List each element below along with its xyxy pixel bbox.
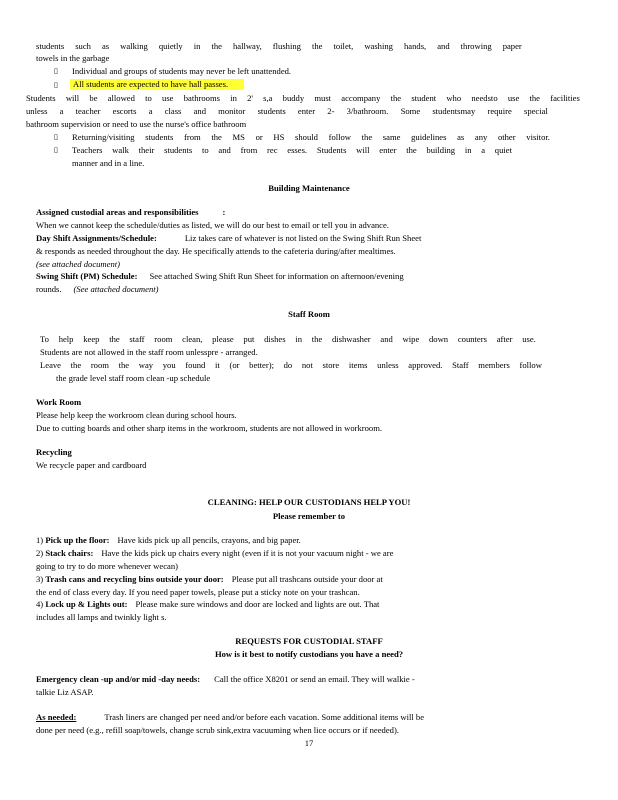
work-room-line-1: Please help keep the workroom clean during school hours. bbox=[36, 410, 237, 420]
word: the bbox=[211, 41, 222, 51]
word: use bbox=[507, 93, 520, 103]
word: students bbox=[36, 41, 65, 51]
word: enter bbox=[379, 145, 397, 155]
page-number: 17 bbox=[304, 738, 314, 748]
word: flushing bbox=[272, 41, 301, 51]
word: the bbox=[70, 360, 82, 370]
word: Teachers bbox=[72, 145, 103, 155]
word: unless bbox=[26, 106, 48, 116]
word: to bbox=[145, 93, 152, 103]
staff-room-line-1 bbox=[40, 334, 536, 345]
word: follow bbox=[328, 132, 352, 142]
word: use bbox=[162, 93, 174, 103]
word: class bbox=[164, 106, 182, 116]
day-shift-attached-note: (see attached document) bbox=[36, 259, 120, 269]
day-shift-line-2: & responds as needed throughout the day. He specifically attends to the cafeteria during/after mealtimes. bbox=[36, 246, 396, 256]
word: to bbox=[202, 145, 209, 155]
word: teacher bbox=[75, 106, 101, 116]
cleaning-item-4: 4) Lock up & Lights out: Please make sure windows and door are locked and lights are out. That bbox=[36, 599, 380, 609]
word: To bbox=[40, 334, 49, 344]
intro-line-2: towels in the garbage bbox=[36, 53, 110, 63]
word: special bbox=[523, 106, 548, 116]
word: store bbox=[322, 360, 340, 370]
bullet-icon: ▯ bbox=[54, 81, 58, 89]
word: counters bbox=[457, 334, 487, 344]
word: room bbox=[154, 334, 173, 344]
word: students bbox=[257, 106, 286, 116]
word: other bbox=[497, 132, 516, 142]
word: follow bbox=[519, 360, 542, 370]
cleaning-item-2: 2) Stack chairs: Have the kids pick up chairs every night (even if it is not your vacuum night - we are bbox=[36, 548, 394, 558]
word: quietly bbox=[158, 41, 183, 51]
requests-heading: REQUESTS FOR CUSTODIAL STAFF bbox=[235, 636, 383, 646]
word: Returning/visiting bbox=[72, 132, 135, 142]
emergency-line-2: talkie Liz ASAP. bbox=[36, 687, 94, 697]
word: approved. bbox=[408, 360, 443, 370]
word: Staff bbox=[452, 360, 469, 370]
word: Some bbox=[400, 106, 421, 116]
word: will bbox=[65, 93, 80, 103]
word: and bbox=[218, 145, 231, 155]
bullet-unattended: Individual and groups of students may never be left unattended. bbox=[72, 66, 292, 76]
recycling-heading: Recycling bbox=[36, 447, 72, 457]
word: rec bbox=[267, 145, 278, 155]
word: a bbox=[59, 106, 64, 116]
word: and bbox=[437, 41, 450, 51]
word: do bbox=[283, 360, 293, 370]
bullet-icon: ▯ bbox=[54, 67, 58, 75]
word: quiet bbox=[494, 145, 512, 155]
bullet-teachers-walk bbox=[72, 145, 512, 156]
intro-line-3 bbox=[26, 93, 580, 104]
word: esses. bbox=[287, 145, 308, 155]
word: bathrooms bbox=[183, 93, 220, 103]
word: studentsmay bbox=[432, 106, 476, 116]
cleaning-item-3-cont: the end of class every day. If you need paper towels, please put a sticky note on your trashcan. bbox=[36, 587, 360, 597]
staff-room-heading: Staff Room bbox=[288, 309, 330, 319]
word: who bbox=[446, 93, 462, 103]
word: monitor bbox=[218, 106, 246, 116]
word: will bbox=[356, 145, 370, 155]
word: HS bbox=[273, 132, 285, 142]
intro-line-4 bbox=[26, 106, 548, 117]
intro-line-1 bbox=[36, 41, 522, 52]
word: the bbox=[390, 93, 402, 103]
word: staff bbox=[129, 334, 145, 344]
word: accompany bbox=[341, 93, 381, 103]
word: enter bbox=[297, 106, 316, 116]
word: (or bbox=[229, 360, 240, 370]
cleaning-item-4-cont: includes all lamps and twinkly light s. bbox=[36, 612, 167, 622]
word: student bbox=[411, 93, 437, 103]
word: hands, bbox=[403, 41, 427, 51]
work-room-line-2: Due to cutting boards and other sharp items in the workroom, students are not allowed in workroom. bbox=[36, 423, 383, 433]
word: the bbox=[406, 145, 417, 155]
word: require bbox=[487, 106, 512, 116]
word: should bbox=[295, 132, 318, 142]
swing-shift-line: Swing Shift (PM) Schedule: See attached Swing Shift Run Sheet for information on afternoon/evening bbox=[36, 271, 404, 281]
word: guidelines bbox=[411, 132, 447, 142]
word: their bbox=[138, 145, 155, 155]
word: 3/bathroom. bbox=[346, 106, 389, 116]
word: any bbox=[474, 132, 488, 142]
word: way bbox=[138, 360, 154, 370]
word: walk bbox=[112, 145, 129, 155]
staff-room-line-3 bbox=[40, 360, 542, 371]
requests-subheading: How is it best to notify custodians you have a need? bbox=[214, 649, 404, 659]
bullet-returning-visiting bbox=[72, 132, 550, 143]
word: building bbox=[426, 145, 456, 155]
word: keep bbox=[83, 334, 100, 344]
word: 2' bbox=[247, 93, 253, 103]
as-needed-line: As needed: Trash liners are changed per need and/or before each vacation. Some additional items will be bbox=[36, 712, 425, 722]
word: the bbox=[311, 41, 323, 51]
word: Students bbox=[26, 93, 56, 103]
word: the bbox=[361, 132, 373, 142]
word: unless bbox=[377, 360, 399, 370]
word: the bbox=[529, 93, 540, 103]
word: throwing bbox=[460, 41, 492, 51]
word: from bbox=[184, 132, 201, 142]
building-maintenance-heading: Building Maintenance bbox=[268, 183, 350, 193]
word: as bbox=[457, 132, 465, 142]
bullet-hall-passes-highlighted: All students are expected to have hall passes. bbox=[70, 79, 244, 90]
cleaning-subheading: Please remember to bbox=[272, 511, 346, 521]
word: in bbox=[464, 145, 472, 155]
word: toilet, bbox=[333, 41, 354, 51]
word: the bbox=[211, 132, 222, 142]
as-needed-line-2: done per need (e.g., refill soap/towels, change scrub sink,extra vacuuming when lice occurs or if needed). bbox=[36, 725, 399, 735]
word: use. bbox=[522, 334, 536, 344]
word: escorts bbox=[112, 106, 137, 116]
word: s,a bbox=[263, 93, 273, 103]
assigned-areas-label: Assigned custodial areas and responsibilities : bbox=[36, 207, 226, 217]
cleaning-heading: CLEANING: HELP OUR CUSTODIANS HELP YOU! bbox=[207, 497, 411, 507]
word: same bbox=[382, 132, 401, 142]
recycling-line-1: We recycle paper and cardboard bbox=[36, 460, 147, 470]
word: visitor. bbox=[526, 132, 550, 142]
word: needsto bbox=[471, 93, 498, 103]
cleaning-item-3: 3) Trash cans and recycling bins outside your door: Please put all trashcans outside your door at bbox=[36, 574, 383, 584]
word: MS bbox=[232, 132, 245, 142]
word: a bbox=[148, 106, 153, 116]
word: the bbox=[118, 360, 130, 370]
cleaning-item-1: 1) Pick up the floor: Have kids pick up all pencils, crayons, and big paper. bbox=[36, 535, 301, 545]
word: dishwasher bbox=[331, 334, 371, 344]
word: washing bbox=[364, 41, 393, 51]
intro-line-5: bathroom supervision or need to use the nurse's office bathroom bbox=[26, 119, 247, 129]
word: in bbox=[193, 41, 201, 51]
word: Leave bbox=[40, 360, 61, 370]
word: paper bbox=[502, 41, 522, 51]
word: allowed bbox=[107, 93, 135, 103]
word: you bbox=[162, 360, 176, 370]
word: after bbox=[496, 334, 513, 344]
bullet-icon: ▯ bbox=[54, 146, 58, 154]
swing-shift-line-2: rounds. (See attached document) bbox=[36, 284, 159, 294]
work-room-heading: Work Room bbox=[36, 397, 82, 407]
word: students bbox=[164, 145, 193, 155]
staff-room-line-2: Students are not allowed in the staff room unlesspre - arranged. bbox=[40, 347, 258, 357]
word: clean, bbox=[182, 334, 203, 344]
word: walking bbox=[120, 41, 148, 51]
word: 2- bbox=[327, 106, 335, 116]
word: down bbox=[429, 334, 449, 344]
word: hallway, bbox=[232, 41, 262, 51]
word: as bbox=[101, 41, 110, 51]
word: in bbox=[295, 334, 303, 344]
word: from bbox=[240, 145, 258, 155]
word: buddy bbox=[282, 93, 305, 103]
word: and bbox=[380, 334, 393, 344]
word: students bbox=[145, 132, 174, 142]
word: Students bbox=[316, 145, 347, 155]
word: facilities bbox=[550, 93, 580, 103]
cleaning-item-2-cont: going to try to do more whenever wecan) bbox=[36, 561, 178, 571]
word: or bbox=[255, 132, 263, 142]
word: it bbox=[215, 360, 220, 370]
assigned-areas-text: When we cannot keep the schedule/duties as listed, we will do our best to email or tell you in advance. bbox=[36, 220, 389, 230]
word: wipe bbox=[402, 334, 420, 344]
word: found bbox=[185, 360, 206, 370]
word: better); bbox=[249, 360, 274, 370]
word: dishes bbox=[264, 334, 286, 344]
word: the bbox=[109, 334, 120, 344]
day-shift-line: Day Shift Assignments/Schedule: Liz takes care of whatever is not listed on the Swing Shift Run Sheet bbox=[36, 233, 422, 243]
emergency-line: Emergency clean -up and/or mid -day needs: Call the office X8201 or send an email. They will walkie - bbox=[36, 674, 415, 684]
word: members bbox=[478, 360, 510, 370]
staff-room-line-4: the grade level staff room clean -up schedule bbox=[56, 373, 211, 383]
word: and bbox=[193, 106, 206, 116]
word: not bbox=[301, 360, 313, 370]
word: room bbox=[90, 360, 109, 370]
word: items bbox=[348, 360, 368, 370]
word: please bbox=[212, 334, 234, 344]
word: must bbox=[314, 93, 332, 103]
word: be bbox=[89, 93, 98, 103]
bullet-icon: ▯ bbox=[54, 133, 58, 141]
word: help bbox=[58, 334, 74, 344]
word: such bbox=[75, 41, 91, 51]
word: in bbox=[230, 93, 237, 103]
bullet-teachers-walk-cont: manner and in a line. bbox=[72, 158, 145, 168]
word: put bbox=[243, 334, 255, 344]
word: a bbox=[481, 145, 486, 155]
word: the bbox=[311, 334, 323, 344]
